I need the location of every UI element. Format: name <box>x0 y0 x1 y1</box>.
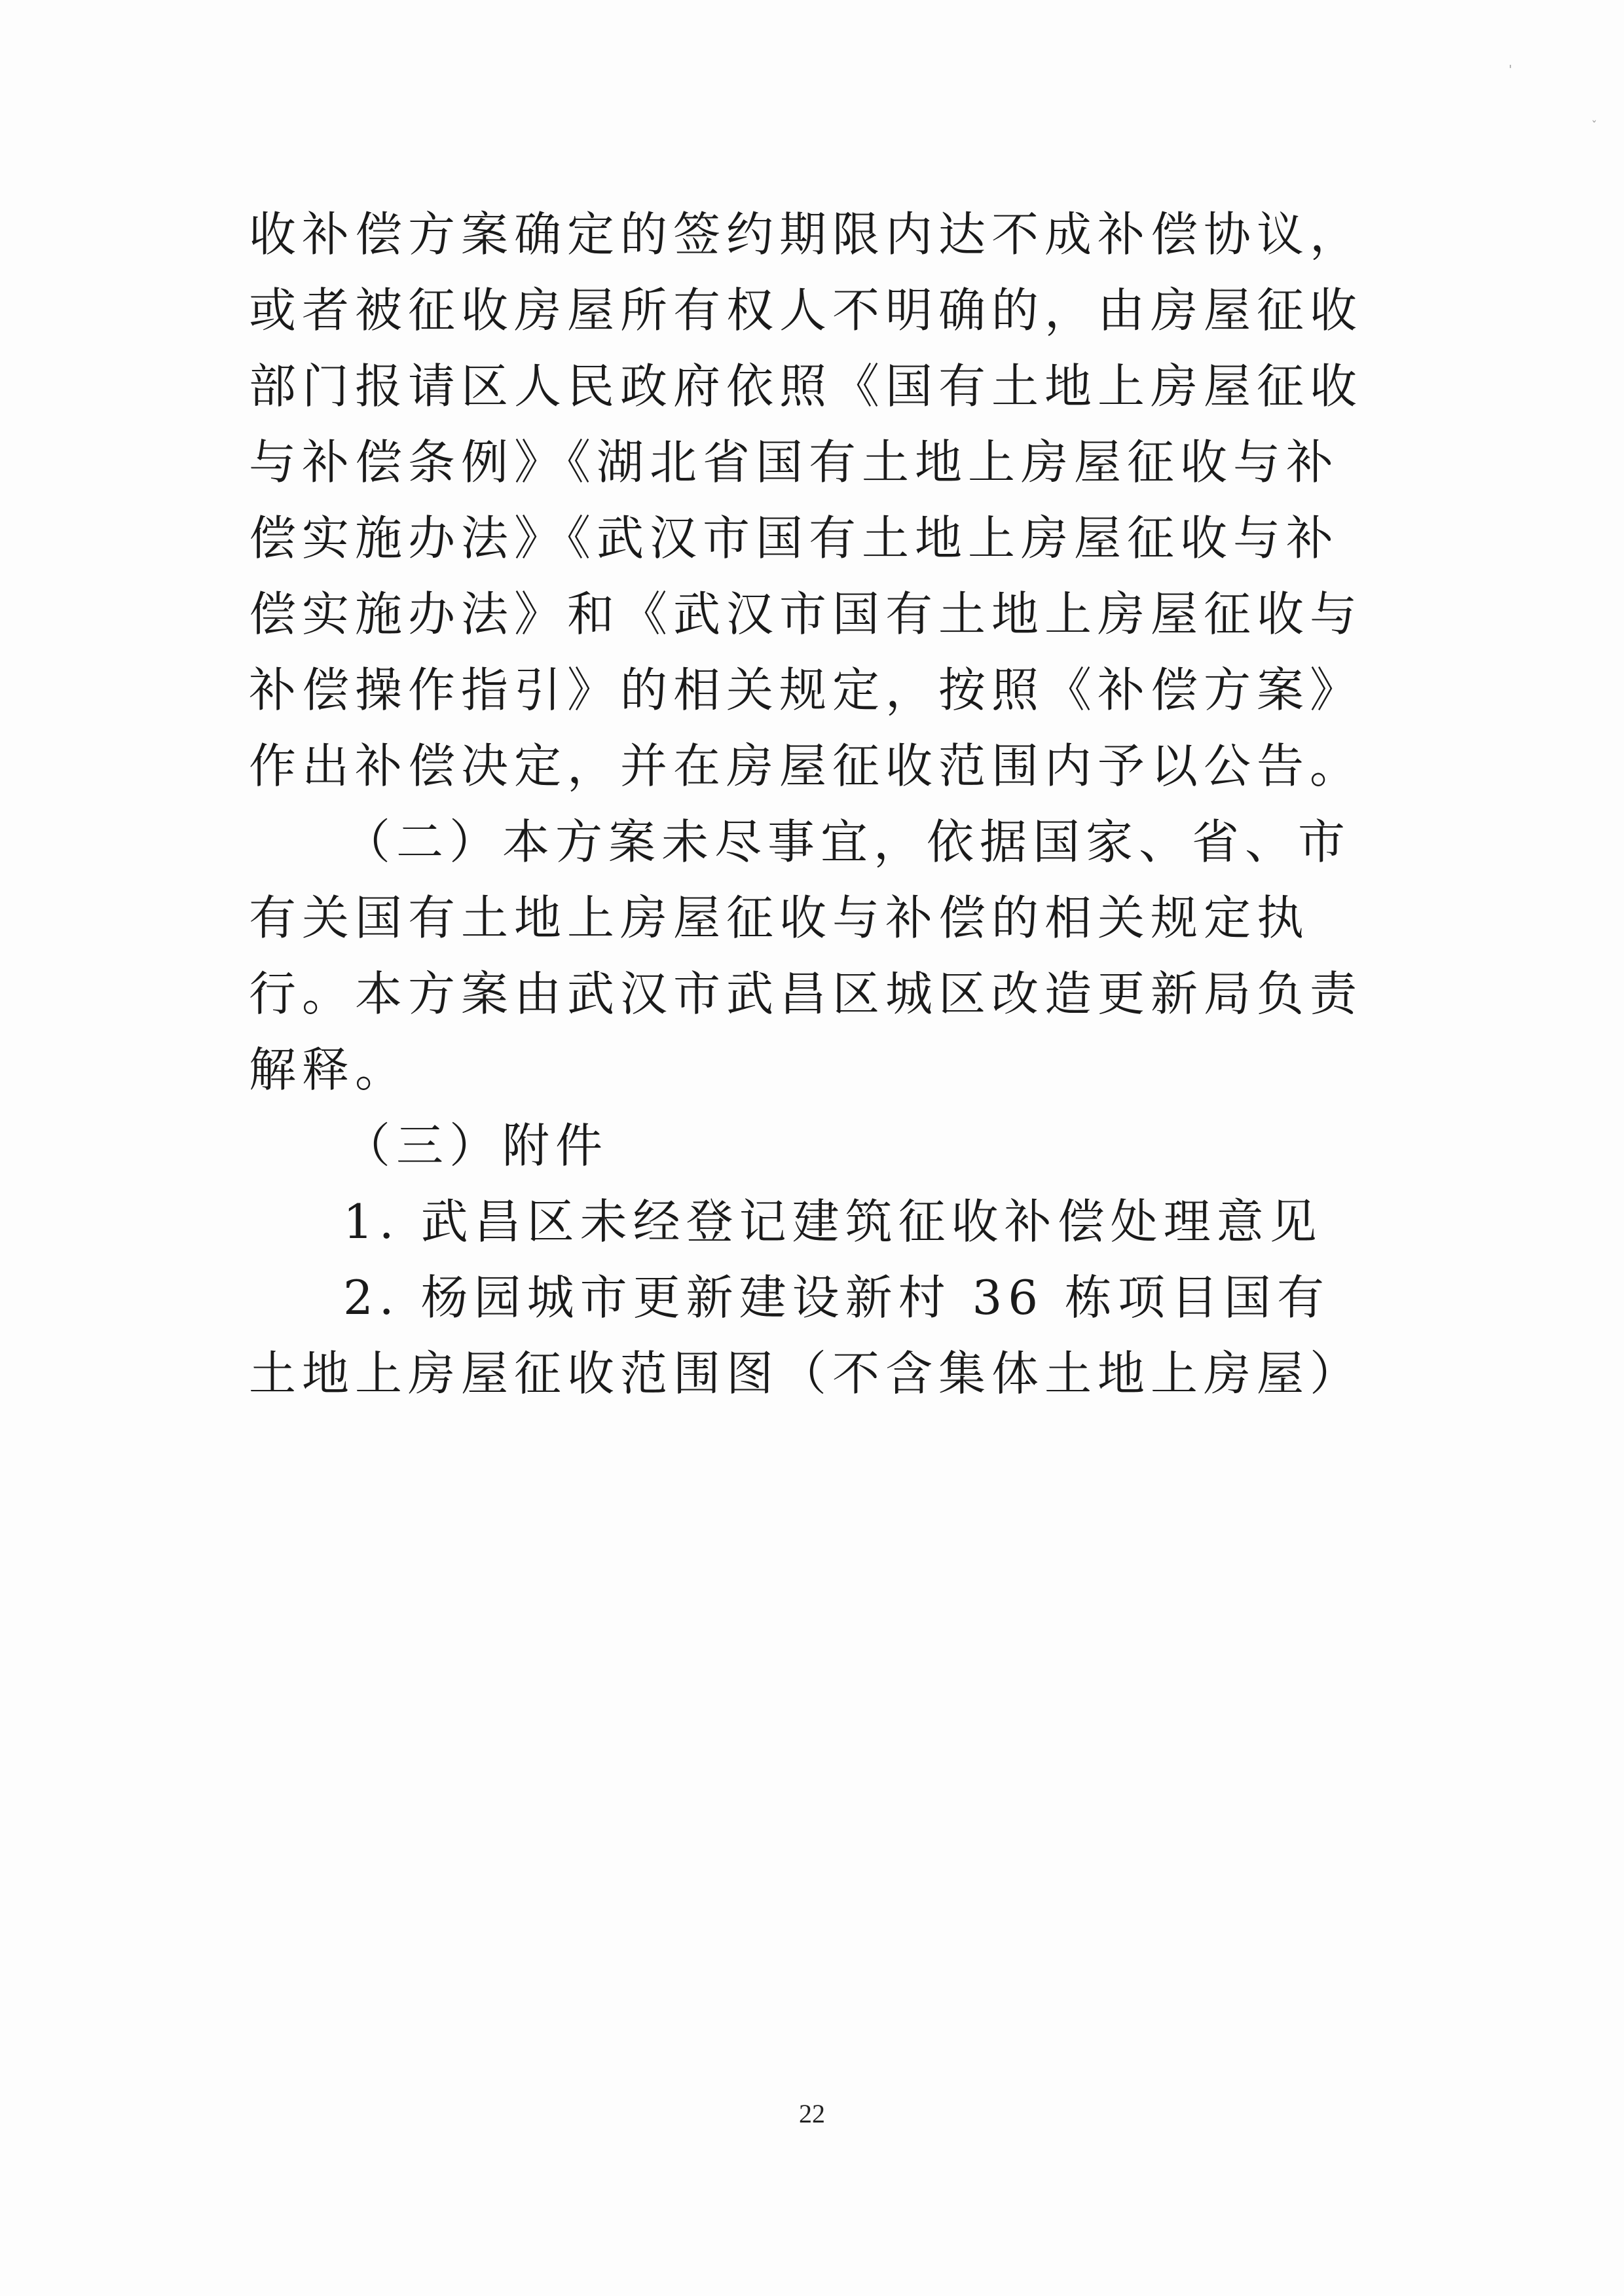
paragraph-compensation-decision: 收补偿方案确定的签约期限内达不成补偿协议，或者被征收房屋所有权人不明确的，由房屋征收部门报请区人民政府依照《国有土地上房屋征收与补偿条例》《湖北省国有土地上房屋征收与补偿实施办法》《武汉市国有土地上房屋征收与补偿实施办法》和《武汉市国有土地上房屋征收与补偿操作指引》的相关规定，按照《补偿方案》作出补偿决定，并在房屋征收范围内予以公告。 <box>249 207 1363 793</box>
paragraph-section-three-heading: （三）附件 <box>343 1118 609 1173</box>
document-body <box>249 196 1375 1412</box>
paragraph-section-two: （二）本方案未尽事宜，依据国家、省、市有关国有土地上房屋征收与补偿的相关规定执行。本方案由武汉市武昌区城区改造更新局负责解释。 <box>249 814 1363 1097</box>
page-number: 22 <box>799 2099 825 2128</box>
scan-speck: ˇ <box>1591 119 1597 133</box>
attachment-item-2: 2. 杨园城市更新建设新村 36 栋项目国有土地上房屋征收范围图（不含集体土地上房屋） <box>249 1270 1363 1401</box>
scan-speck: ' <box>1509 63 1512 77</box>
attachment-item-1: 1. 武昌区未经登记建筑征收补偿处理意见 <box>343 1194 1323 1249</box>
